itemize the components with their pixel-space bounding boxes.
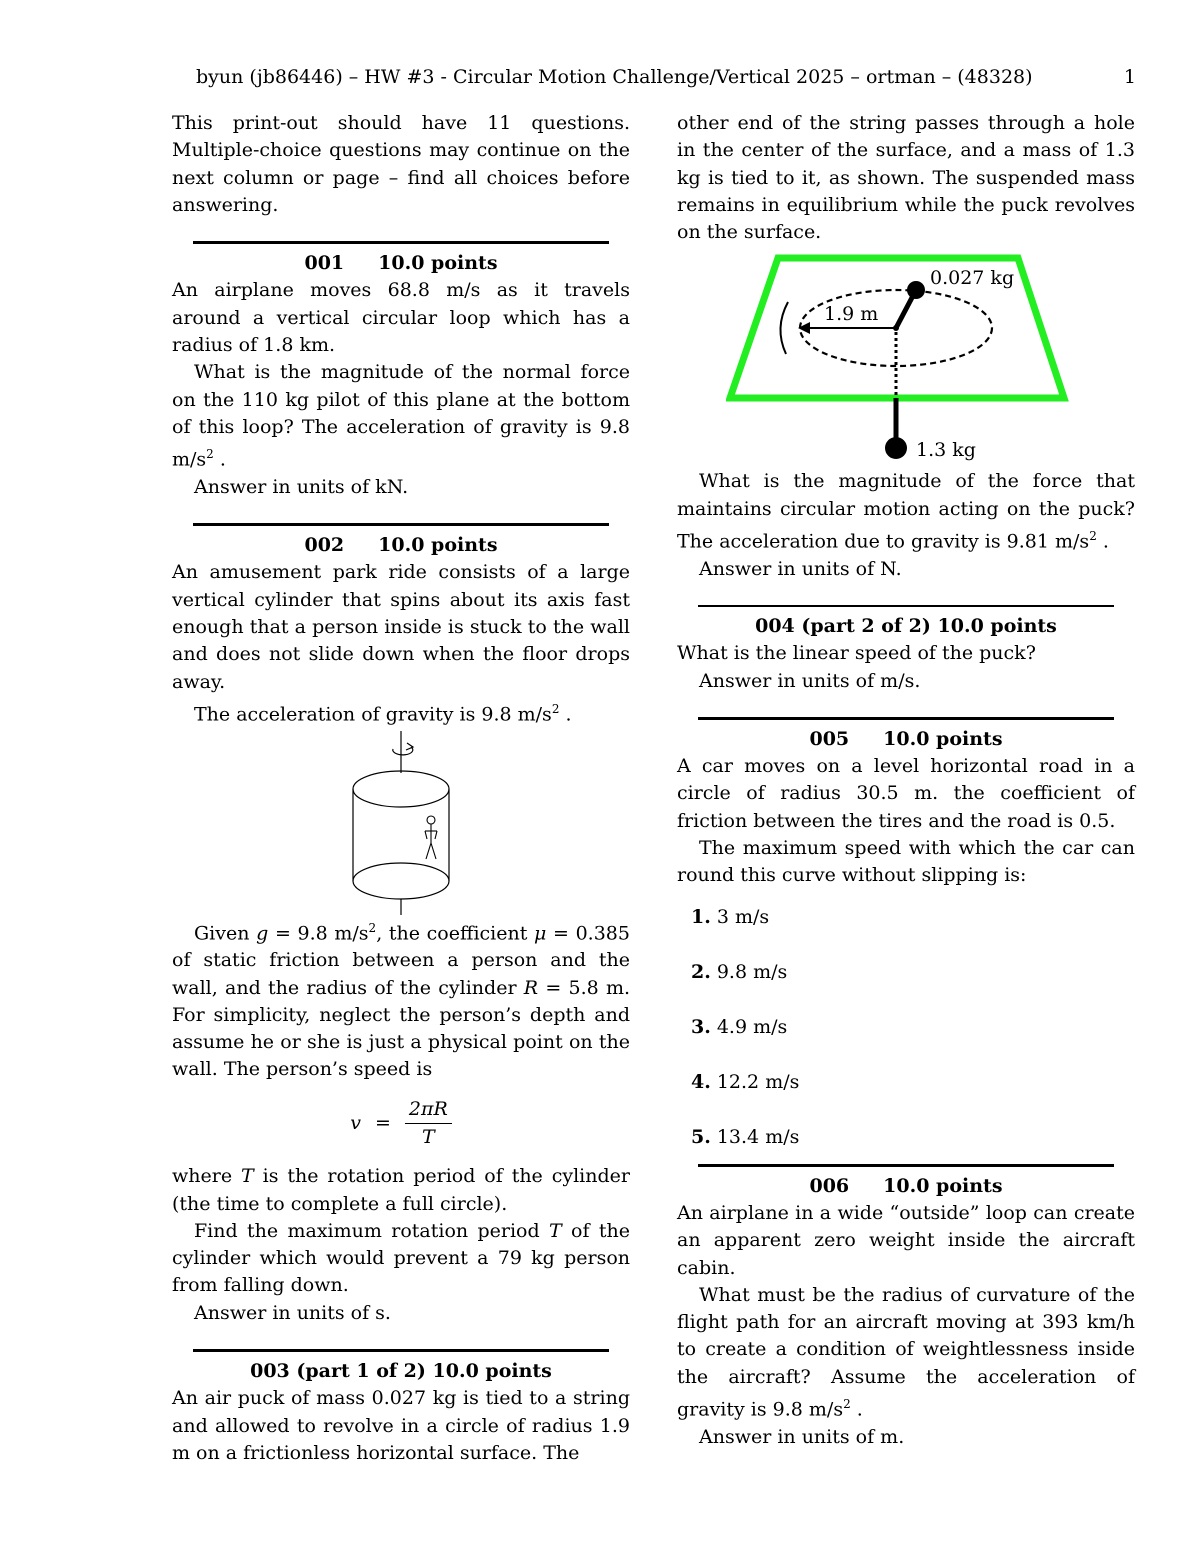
header-title: byun (jb86446) – HW #3 - Circular Motion Challenge/Vertical 2025 – ortman – (48328) — [196, 66, 1033, 88]
q005-text: A car moves on a level horizontal road in a circle of radius 30.5 m. the coefficient of friction between the tires and the road is 0.5. — [677, 755, 1135, 832]
radius-label: 1.9 m — [824, 303, 879, 326]
question-number: 002 — [304, 534, 345, 557]
text: of the cylinder which would prevent a 79 kg person from falling down. — [172, 1219, 631, 1297]
choice-text: 4.9 m/s — [716, 1015, 788, 1038]
formula-equals: = — [374, 1111, 391, 1134]
text: = 5.8 m. For simplicity, neglect the person’s depth and assume he or she is just a physical point on the wall. The person’s speed is — [172, 976, 631, 1081]
text: where — [172, 1165, 241, 1188]
q004-question: What is the linear speed of the puck? — [677, 642, 1036, 665]
period: . — [1102, 530, 1109, 553]
air-puck — [907, 281, 925, 299]
exponent: 2 — [368, 920, 377, 935]
q006-answer-units: Answer in units of m. — [699, 1425, 905, 1448]
q004-answer-units: Answer in units of m/s. — [699, 669, 921, 692]
choice-text: 12.2 m/s — [716, 1070, 800, 1093]
question-divider — [193, 241, 609, 244]
rotating-cylinder-figure — [341, 729, 461, 915]
q001-answer-units: Answer in units of kN. — [194, 475, 409, 498]
intro-text: This print-out should have 11 questions. Multiple-choice questions may continue on the next column or page – find all choices before answering. — [172, 112, 630, 216]
text: , the coefficient — [376, 921, 535, 944]
question-004-header — [677, 613, 1135, 640]
question-points: 10.0 points — [883, 1174, 1003, 1197]
question-divider — [698, 1164, 1114, 1167]
q002-gravity-text: The acceleration of gravity is 9.8 m/s — [194, 703, 552, 726]
question-points: 10.0 points — [378, 252, 498, 275]
rotation-direction-icon — [780, 302, 788, 354]
question-002-header — [172, 532, 630, 559]
question-number: 003 (part 1 of 2) — [250, 1360, 426, 1383]
choice-number: 5. — [691, 1125, 711, 1148]
answer-choice[interactable] — [691, 1014, 1135, 1069]
air-puck-figure — [726, 250, 1086, 468]
choice-number: 3. — [691, 1015, 711, 1038]
question-003-header — [172, 1358, 630, 1385]
choice-number: 4. — [691, 1070, 711, 1093]
q001-question — [172, 359, 630, 474]
exponent: 2 — [551, 701, 560, 716]
q002-given — [172, 915, 630, 1084]
period: . — [856, 1398, 863, 1421]
question-number: 001 — [304, 252, 345, 275]
question-divider — [698, 605, 1114, 607]
choice-number: 1. — [691, 905, 711, 928]
question-001-header — [172, 250, 630, 277]
q002-gravity — [172, 696, 630, 729]
q002-text: An amusement park ride consists of a large vertical cylinder that spins about its axis fast enough that a person inside is stuck to the wall and does not slide down when the floor drops away. — [172, 561, 630, 693]
page-number: 1 — [1123, 66, 1136, 88]
cylinder-bottom — [353, 863, 449, 899]
question-points: 10.0 points — [937, 615, 1057, 637]
exponent: 2 — [843, 1397, 851, 1412]
question-points: 10.0 points — [378, 534, 498, 557]
q006-question-text: What must be the radius of curvature of the flight path for an aircraft moving at 393 km/h to create a condition of weightlessness inside the aircraft? Assume the acceleration of gravity is 9.8 m/s — [677, 1283, 1135, 1421]
speed-formula — [172, 1096, 630, 1152]
question-divider — [698, 717, 1114, 720]
text: = 0.385 of static friction between a person and the wall, and the radius of the cylinder — [172, 921, 630, 999]
center-hole — [893, 325, 899, 331]
choice-text: 3 m/s — [716, 905, 770, 928]
page-header — [196, 66, 1136, 88]
hanging-mass-label: 1.3 kg — [916, 439, 976, 462]
exponent: 2 — [1089, 529, 1097, 544]
q006-question — [677, 1282, 1135, 1424]
choice-number: 2. — [691, 960, 711, 983]
q002-where — [172, 1163, 630, 1218]
q005-choices — [691, 904, 1135, 1154]
formula-fraction — [405, 1096, 452, 1152]
formula-lhs: v — [350, 1111, 361, 1134]
question-points: 10.0 points — [883, 727, 1003, 750]
formula-numerator: 2πR — [405, 1096, 452, 1124]
variable-r: R — [523, 976, 539, 999]
q001-text: An airplane moves 68.8 m/s as it travels around a vertical circular loop which has a radius of 1.8 km. — [172, 279, 630, 357]
q003-answer-units: Answer in units of N. — [699, 557, 902, 580]
text: = 9.8 m/s — [268, 921, 369, 944]
text: is the rotation period of the cylinder (the time to complete a full circle). — [172, 1165, 630, 1215]
question-006-header — [677, 1173, 1135, 1200]
text: Given — [194, 921, 257, 944]
q001-question-text: What is the magnitude of the normal force on the 110 kg pilot of this plane at the bottom of this loop? The acceleration of gravity is 9.8 m/s — [172, 361, 630, 471]
cylinder-top — [353, 771, 449, 807]
q003-question — [677, 468, 1135, 555]
question-005-header — [677, 726, 1135, 753]
q002-answer-units: Answer in units of s. — [194, 1301, 391, 1324]
text: Find the maximum rotation period — [194, 1219, 550, 1242]
q003-text-part2: other end of the string passes through a hole in the center of the surface, and a mass of 1.3 kg is tied to it, as shown. The suspended mass remains in equilibrium while the puck revolves on the surface. — [677, 112, 1135, 244]
period: . — [219, 448, 226, 471]
hanging-mass — [885, 437, 907, 459]
exponent: 2 — [206, 447, 214, 462]
puck-mass-label: 0.027 kg — [930, 267, 1015, 290]
answer-choice[interactable] — [691, 959, 1135, 1014]
q002-question — [172, 1218, 630, 1300]
q005-question: The maximum speed with which the car can round this curve without slipping is: — [677, 837, 1135, 887]
variable-t: T — [241, 1165, 254, 1188]
question-number: 004 (part 2 of 2) — [755, 615, 931, 637]
question-divider — [193, 1349, 609, 1352]
q003-question-text: What is the magnitude of the force that maintains circular motion acting on the puck? The acceleration due to gravity is 9.81 m/s — [677, 470, 1135, 553]
q006-text: An airplane in a wide “outside” loop can create an apparent zero weight inside the aircraft cabin. — [677, 1201, 1135, 1279]
choice-text: 13.4 m/s — [716, 1125, 800, 1148]
answer-choice[interactable] — [691, 1124, 1135, 1154]
rotation-arrowhead — [406, 743, 413, 750]
answer-choice[interactable] — [691, 1069, 1135, 1124]
question-divider — [193, 523, 609, 526]
variable-g: g — [256, 921, 269, 944]
variable-mu: μ — [534, 921, 547, 944]
answer-choice[interactable] — [691, 904, 1135, 959]
person-stick-figure — [425, 816, 437, 859]
question-number: 005 — [809, 727, 850, 750]
formula-denominator: T — [421, 1126, 435, 1148]
left-column — [172, 110, 630, 1467]
question-points: 10.0 points — [432, 1360, 552, 1383]
period: . — [565, 703, 572, 726]
choice-text: 9.8 m/s — [716, 960, 788, 983]
right-column — [677, 110, 1135, 1451]
question-number: 006 — [809, 1174, 850, 1197]
variable-t: T — [549, 1219, 562, 1242]
q003-text-part1: An air puck of mass 0.027 kg is tied to a string and allowed to revolve in a circle of radius 1.9 m on a frictionless horizontal surface. The — [172, 1387, 630, 1464]
